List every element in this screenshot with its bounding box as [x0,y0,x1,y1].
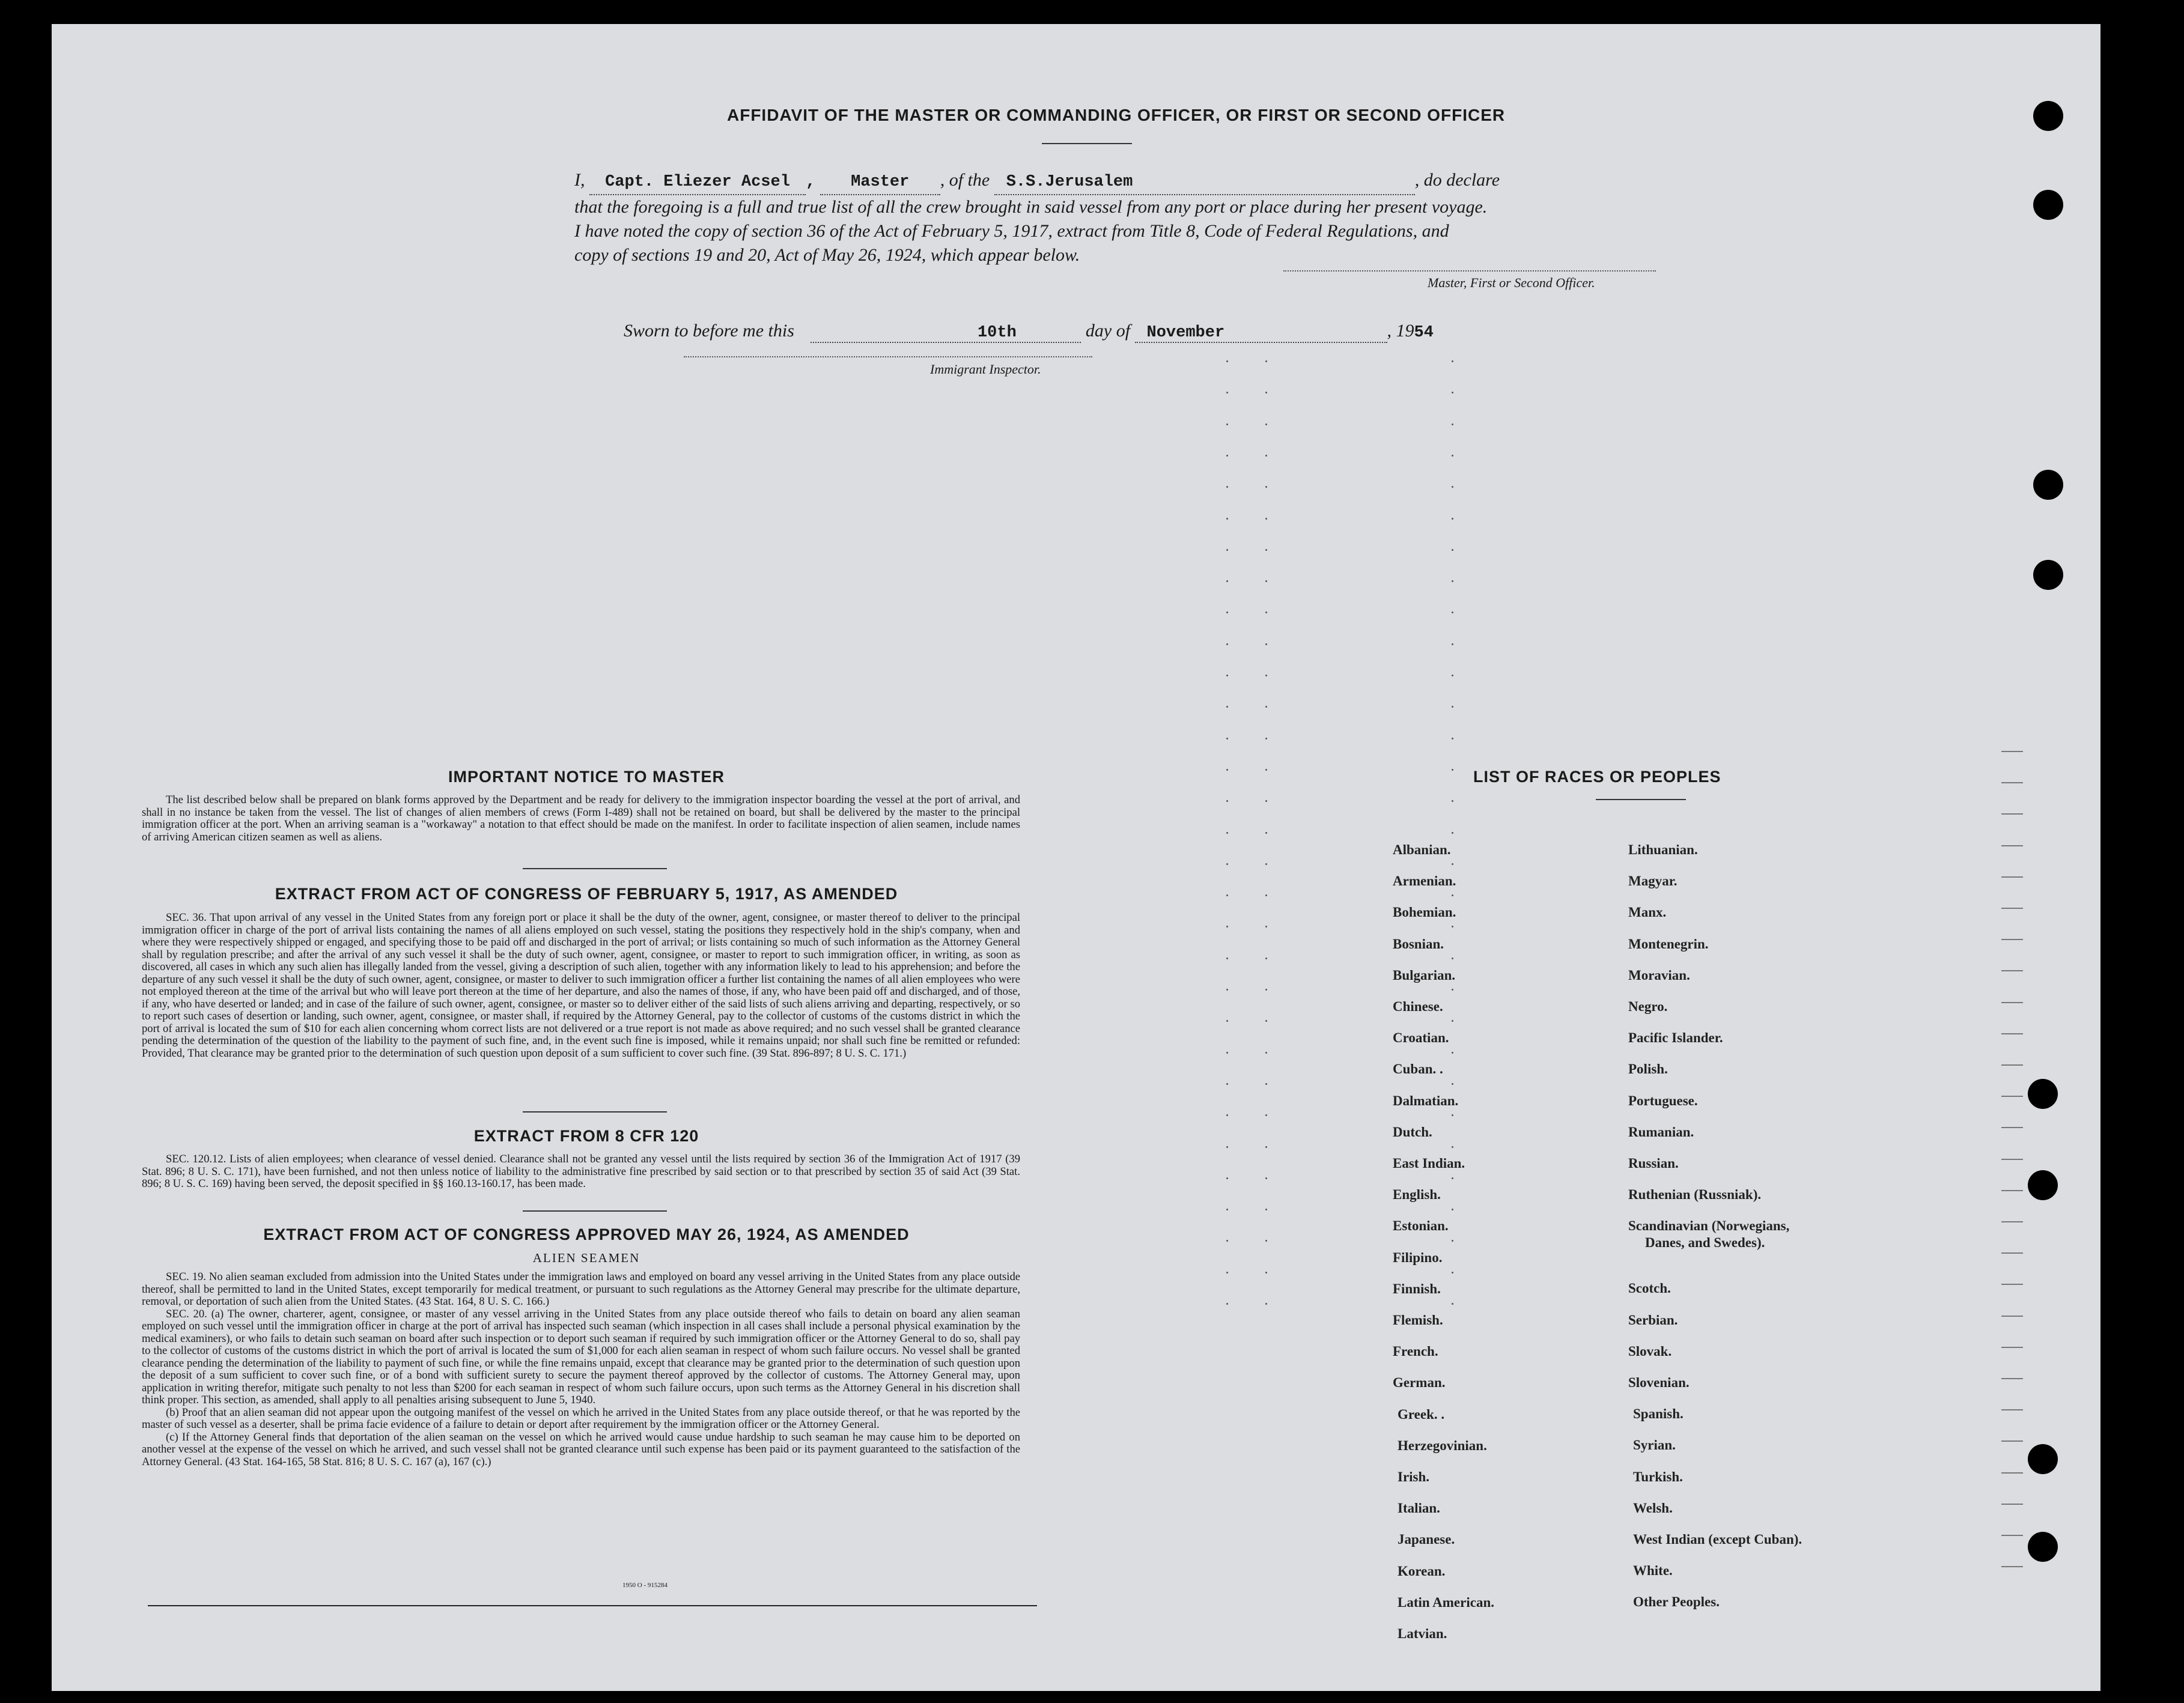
races-title: LIST OF RACES OR PEOPLES [1473,768,1721,786]
race-item: Armenian. [1393,873,1456,889]
faint-dot [1265,863,1267,865]
faint-dot [1452,989,1453,991]
margin-dash [2001,751,2023,752]
i-label: I, [574,170,585,190]
race-item: Japanese. [1398,1532,1455,1547]
notice-title: IMPORTANT NOTICE TO MASTER [448,768,725,786]
faint-dot [1265,769,1267,771]
faint-dot [1265,706,1267,708]
faint-dot [1452,1209,1453,1210]
inspector-label: Immigrant Inspector. [930,362,1041,377]
margin-dash [2001,1566,2023,1567]
race-item: Lithuanian. [1628,842,1698,857]
faint-dot [1226,1083,1228,1085]
rule-1 [523,868,667,869]
race-item: East Indian. [1393,1156,1465,1171]
faint-dot [1265,1083,1267,1085]
extract-cfr-text: SEC. 120.12. Lists of alien employees; when clearance of vessel denied. Clearance shall not be granted any vessel until the lists required by section 36 of the Immigration Act of 1917 (39 Stat. 896; 8 U. S. C. 171), have been furnished, and not then unless notice of liability to the administrative fine prescribed by said section or to that prescribed by section 35 of said Act (39 Stat. 896; 8 U. S. C. 169) having been served, the deposit specified in §§ 160.13-160.17, has been made. [142,1153,1020,1190]
margin-dash [2001,1284,2023,1285]
margin-dash [2001,1002,2023,1003]
punch-hole [2033,190,2063,220]
faint-dot [1226,675,1228,676]
faint-dot [1226,894,1228,896]
faint-dot [1452,738,1453,739]
extract-1917-title: EXTRACT FROM ACT OF CONGRESS OF FEBRUARY 5, 1917, AS AMENDED [275,885,898,903]
faint-dot [1265,1209,1267,1210]
race-item: Serbian. [1628,1312,1678,1328]
faint-dot [1226,1303,1228,1305]
faint-dot [1226,518,1228,520]
extract-1924-body [142,1271,1020,1468]
faint-dot [1265,1177,1267,1179]
faint-dot [1226,926,1228,927]
inspector-signature-line [684,356,1092,357]
faint-dot [1265,1052,1267,1054]
faint-dot [1226,832,1228,834]
faint-dot [1452,612,1453,613]
margin-dash [2001,1472,2023,1474]
master-signature-line [1283,270,1656,272]
race-item: Turkish. [1633,1469,1683,1484]
race-item: Filipino. [1393,1249,1443,1265]
faint-dot [1452,643,1453,645]
faint-dot [1226,423,1228,425]
faint-dot [1226,863,1228,865]
faint-dot [1265,1272,1267,1273]
name-comma: , [806,173,816,191]
faint-dot [1452,392,1453,393]
faint-dot [1226,1052,1228,1054]
race-item: Finnish. [1393,1281,1441,1296]
vessel-field [994,168,1415,195]
race-item: Dutch. [1393,1124,1432,1140]
race-item: German. [1393,1375,1446,1391]
sworn-day: 10th [977,324,1017,342]
margin-dash [2001,1064,2023,1066]
faint-dot [1452,486,1453,488]
race-item: Korean. [1398,1563,1446,1579]
faint-dot [1226,1272,1228,1273]
margin-dash [2001,845,2023,846]
faint-dot [1265,643,1267,645]
faint-dot [1226,958,1228,959]
faint-dot [1226,612,1228,613]
faint-dot [1226,769,1228,771]
margin-dash [2001,1221,2023,1222]
race-item: Herzegovinian. [1398,1437,1487,1453]
race-item: Slovenian. [1628,1375,1690,1390]
faint-dot [1265,1240,1267,1242]
faint-dot [1452,549,1453,551]
faint-dot [1226,1146,1228,1148]
rank-value: Master [851,173,910,191]
faint-dot [1226,486,1228,488]
race-item: Cuban. . [1393,1061,1443,1077]
race-item: Latvian. [1398,1626,1447,1641]
race-item: Moravian. [1628,967,1690,983]
faint-dot [1226,800,1228,802]
faint-dot [1452,455,1453,457]
punch-hole [2028,1170,2058,1200]
faint-dot [1452,360,1453,362]
race-item: Ruthenian (Russniak). [1628,1187,1762,1203]
faint-dot [1226,643,1228,645]
sec-20c-text: (c) If the Attorney General finds that deportation of the alien seaman on the vessel on which he arrived would cause undue hardship to such seaman he may cause him to be deported on another vessel at the expense of the vessel on which he arrived, and such vessel shall not be granted clearance until such expense has been paid or its payment guaranteed to the satisfaction of the Attorney General. (43 Stat. 164-165, 58 Stat. 816; 8 U. S. C. 167 (a), 167 (c).) [142,1430,1020,1468]
race-item: Montenegrin. [1628,936,1709,952]
race-item: White. [1633,1563,1673,1579]
faint-dot [1265,832,1267,834]
notice-text: The list described below shall be prepared on blank forms approved by the Department and be ready for delivery to the immigration inspector boarding the vessel at the port of arrival, and shall in no instance be taken from the vessel. The list of changes of alien members of crews (Form I-489) shall not be retained on board, but shall be delivered by the master to the principal immigration officer at the port. When an arriving seaman is a "workaway" a notation to that effect should be made on the manifest. In order to facilitate inspection of alien seamen, include names of arriving American citizen seamen as well as aliens. [142,794,1020,843]
faint-dot [1452,675,1453,676]
margin-dash [2001,1316,2023,1317]
race-item: Magyar. [1628,873,1678,889]
race-item: Manx. [1628,905,1667,920]
faint-dot [1452,1020,1453,1022]
affidavit-title: AFFIDAVIT OF THE MASTER OR COMMANDING OFFICER, OR FIRST OR SECOND OFFICER [727,106,1506,124]
notice-body [142,794,1020,843]
race-item: Scandinavian (Norwegians, [1628,1218,1790,1234]
margin-dash [2001,1159,2023,1160]
faint-dot [1452,518,1453,520]
race-item: Other Peoples. [1633,1594,1720,1610]
margin-dash [2001,1504,2023,1505]
faint-dot [1265,392,1267,393]
year-prefix: , 19 [1387,321,1414,341]
faint-dot [1265,580,1267,582]
faint-dot [1226,392,1228,393]
race-item: Flemish. [1393,1313,1443,1328]
faint-dot [1226,1020,1228,1022]
faint-dot [1265,612,1267,613]
sworn-year: 54 [1414,324,1434,342]
margin-dash [2001,1440,2023,1442]
race-item: Scotch. [1628,1281,1671,1296]
margin-dash [2001,1033,2023,1034]
faint-dot [1452,863,1453,865]
extract-1917-text: SEC. 36. That upon arrival of any vessel in the United States from any foreign port or place it shall be the duty of the owner, agent, consignee, or master thereof to deliver to the principal immigration officer in charge of the port of arrival lists containing the names of all aliens employed on such vessel, stating the positions they respectively hold in the ship's company, when and where they were respectively shipped or engaged, and specifying those to be paid off and discharged in the port of arrival; or lists containing so much of such information as the Attorney General shall by regulation prescribe; and after the arrival of any such vessel it shall be the duty of such owner, agent, consignee, or master to report to such immigration officer, in writing, as soon as discovered, all cases in which any such alien has illegally landed from the vessel, giving a description of such alien, together with any information likely to lead to his apprehension; and before the departure of any such vessel it shall be the duty of such owner, agent, consignee, or master to deliver to such immigration officer a further list containing the names of all alien employees who were not employed thereon at the time of the arrival but who will leave port thereon at the time of her departure, and also the names of those, if any, who have been paid off and discharged, and of those, if any, who have deserted or landed; and in case of the failure of such owner, agent, consignee, or master so to deliver either of the said lists of such aliens arriving and departing, respectively, or so to report such cases of desertion or landing, such owner, agent, consignee, or master shall, if required by the Attorney General, pay to the collector of customs of the customs district in which the port of arrival is located the sum of $10 for each alien concerning whom correct lists are not delivered or a true report is not made as above required; and no such vessel shall be granted clearance pending the determination of the question of the liability to the payment of such fine, and, in the event such fine is imposed, while it remains unpaid; nor shall such fine be remitted or refunded: Provided, That clearance may be granted prior to the determination of such question upon deposit of a sum sufficient to cover such fine. (39 Stat. 896-897; 8 U. S. C. 171.) [142,911,1020,1060]
faint-dot [1226,455,1228,457]
race-item: Croatian. [1393,1030,1449,1046]
faint-dot [1226,706,1228,708]
races-rule [1596,799,1686,800]
extract-cfr-body [142,1153,1020,1191]
faint-dot [1452,958,1453,959]
margin-dash [2001,1190,2023,1191]
faint-dot [1452,1303,1453,1305]
faint-dot [1265,455,1267,457]
margin-dash [2001,876,2023,878]
declaration-line-4: copy of sections 19 and 20, Act of May 26, 1924, which appear below. [574,245,1080,265]
rule-3 [523,1210,667,1212]
margin-dash [2001,1409,2023,1410]
race-item: Dalmatian. [1393,1093,1459,1108]
race-item: Chinese. [1393,999,1443,1014]
sec-19-text: SEC. 19. No alien seaman excluded from admission into the United States under the immigration laws and employed on board any vessel arriving in the United States from any place outside thereof, shall be permitted to land in the United States, except temporarily for medical treatment, or pursuant to such regulations as the Attorney General may prescribe for the ultimate departure, removal, or deportation of such alien from the United States. (43 Stat. 164, 8 U. S. C. 166.) [142,1270,1020,1308]
faint-dot [1265,675,1267,676]
sworn-line [624,321,1434,343]
faint-dot [1226,1177,1228,1179]
master-signature-label: Master, First or Second Officer. [1428,275,1595,290]
faint-dot [1452,1146,1453,1148]
faint-dot [1452,894,1453,896]
vessel-name: S.S.Jerusalem [1006,173,1133,191]
sworn-month: November [1146,324,1225,342]
faint-dot [1265,989,1267,991]
sworn-label: Sworn to before me this [624,321,794,341]
race-item: Russian. [1628,1156,1679,1171]
faint-dot [1265,1303,1267,1305]
faint-dot [1226,360,1228,362]
master-name-field [589,168,806,195]
of-the-label: , of the [940,170,990,190]
month-field [1135,321,1387,343]
margin-dash [2001,782,2023,783]
margin-dash [2001,1127,2023,1128]
faint-dot [1265,738,1267,739]
punch-hole [2033,560,2063,590]
punch-hole [2028,1444,2058,1474]
faint-dot [1452,926,1453,927]
faint-dot [1265,1114,1267,1116]
faint-dot [1226,549,1228,551]
faint-dot [1265,894,1267,896]
faint-dot [1452,800,1453,802]
faint-dot [1265,518,1267,520]
document-sheet [52,24,2100,1691]
extract-cfr-title: EXTRACT FROM 8 CFR 120 [473,1127,699,1145]
faint-dot [1265,360,1267,362]
declaration-line-1 [574,168,1716,195]
race-item: Bosnian. [1393,936,1444,952]
faint-dot [1452,1114,1453,1116]
race-item: Albanian. [1393,842,1451,857]
faint-dot [1265,486,1267,488]
faint-dot [1265,423,1267,425]
race-item: Syrian. [1633,1437,1676,1453]
sec-20a-text: SEC. 20. (a) The owner, charterer, agent, consignee, or master of any vessel arriving in the United States from any place outside thereof who fails to detain on board any alien seaman employed on such vessel until the immigration officer in charge at the port of arrival has inspected such seaman (which inspection in all cases shall include a personal physical examination by the medical examiners), or who fails to detain such seaman on board after such inspection or to deport such seaman if required by such immigration officer or the Attorney General to do so, shall pay to the collector of customs of the customs district in which the port of arrival is located the sum of $1,000 for each alien seaman in respect of whom such failure occurs. No vessel shall be granted clearance pending the determination of the liability to payment of such fine, or while the fine remains unpaid, except that clearance may be granted prior to the determination of such question upon the deposit of a sum sufficient to cover such fine, or of a bond with sufficient surety to secure the payment thereof approved by the collector of customs. The Attorney General may, upon application in writing therefor, mitigate such penalty to not less than $200 for each seaman in respect of whom such failure occurs, upon such terms as the Attorney General in his discretion shall think proper. This section, as amended, shall apply to all penalties arising subsequent to June 5, 1940. [142,1307,1020,1406]
margin-dash [2001,1378,2023,1379]
faint-dot [1226,1240,1228,1242]
race-item: Irish. [1398,1469,1430,1484]
faint-dot [1265,1020,1267,1022]
race-item: Pacific Islander. [1628,1030,1723,1046]
race-item: Spanish. [1633,1406,1684,1422]
race-item: Polish. [1628,1061,1668,1077]
race-item: Danes, and Swedes). [1645,1235,1765,1251]
race-item: Welsh. [1633,1500,1673,1516]
faint-dot [1265,958,1267,959]
race-item: French. [1393,1344,1438,1359]
race-item: Italian. [1398,1501,1440,1516]
declaration-line-3: I have noted the copy of section 36 of the Act of February 5, 1917, extract from Title 8, Code of Federal Regulations, and [574,221,1449,241]
faint-dot [1265,1146,1267,1148]
faint-dot [1452,706,1453,708]
bottom-rule [148,1605,1037,1606]
faint-dot [1452,1052,1453,1054]
punch-hole [2033,470,2063,500]
race-item: Estonian. [1393,1218,1449,1234]
faint-dot [1226,1114,1228,1116]
margin-dash [2001,1252,2023,1254]
margin-dash [2001,1347,2023,1348]
affidavit-declaration [574,168,1716,267]
extract-1917-body [142,912,1020,1060]
faint-dot [1452,1272,1453,1273]
race-item: Bulgarian. [1393,967,1456,983]
race-item: Greek. . [1398,1406,1445,1422]
do-declare-label: , do declare [1414,170,1500,190]
day-of-label: day of [1085,321,1131,341]
punch-hole [2028,1532,2058,1562]
race-item: Latin American. [1398,1594,1494,1610]
race-item: Negro. [1628,999,1668,1014]
punch-hole [2028,1079,2058,1109]
faint-dot [1452,769,1453,771]
race-item: Portuguese. [1628,1093,1698,1108]
day-field [811,321,1081,343]
margin-dash [2001,1535,2023,1536]
faint-dot [1226,738,1228,739]
declaration-line-2: that the foregoing is a full and true list of all the crew brought in said vessel from any port or place during her present voyage. [574,197,1488,217]
faint-dot [1452,1083,1453,1085]
faint-dot [1265,549,1267,551]
rank-field [820,168,940,195]
faint-dot [1452,1240,1453,1242]
punch-hole [2033,101,2063,131]
faint-dot [1226,1209,1228,1210]
alien-seamen-subtitle: ALIEN SEAMEN [532,1251,640,1265]
margin-dash [2001,908,2023,909]
margin-dash [2001,813,2023,815]
master-name: Capt. Eliezer Acsel [605,173,790,191]
faint-dot [1226,989,1228,991]
faint-dot [1265,926,1267,927]
margin-dash [2001,970,2023,971]
faint-dot [1226,580,1228,582]
print-code: 1950 O - 915284 [622,1582,668,1589]
faint-dot [1265,800,1267,802]
faint-dot [1452,423,1453,425]
margin-dash [2001,939,2023,940]
faint-dot [1452,580,1453,582]
extract-1924-title: EXTRACT FROM ACT OF CONGRESS APPROVED MAY 26, 1924, AS AMENDED [263,1225,910,1243]
rule-2 [523,1111,667,1113]
faint-dot [1452,1177,1453,1179]
race-item: Slovak. [1628,1343,1672,1359]
race-item: West Indian (except Cuban). [1633,1532,1802,1547]
race-item: Rumanian. [1628,1124,1694,1140]
race-item: Bohemian. [1393,905,1456,920]
margin-dash [2001,1096,2023,1097]
race-item: English. [1393,1187,1441,1203]
title-rule [1042,143,1132,144]
faint-dot [1452,832,1453,834]
sec-20b-text: (b) Proof that an alien seaman did not appear upon the outgoing manifest of the vessel on which he arrived in the United States from any place outside thereof, or that he was reported by the master of such vessel as a deserter, shall be prima facie evidence of a failure to detain or deport after requirement by the immigration officer or the Attorney General. [142,1406,1020,1431]
